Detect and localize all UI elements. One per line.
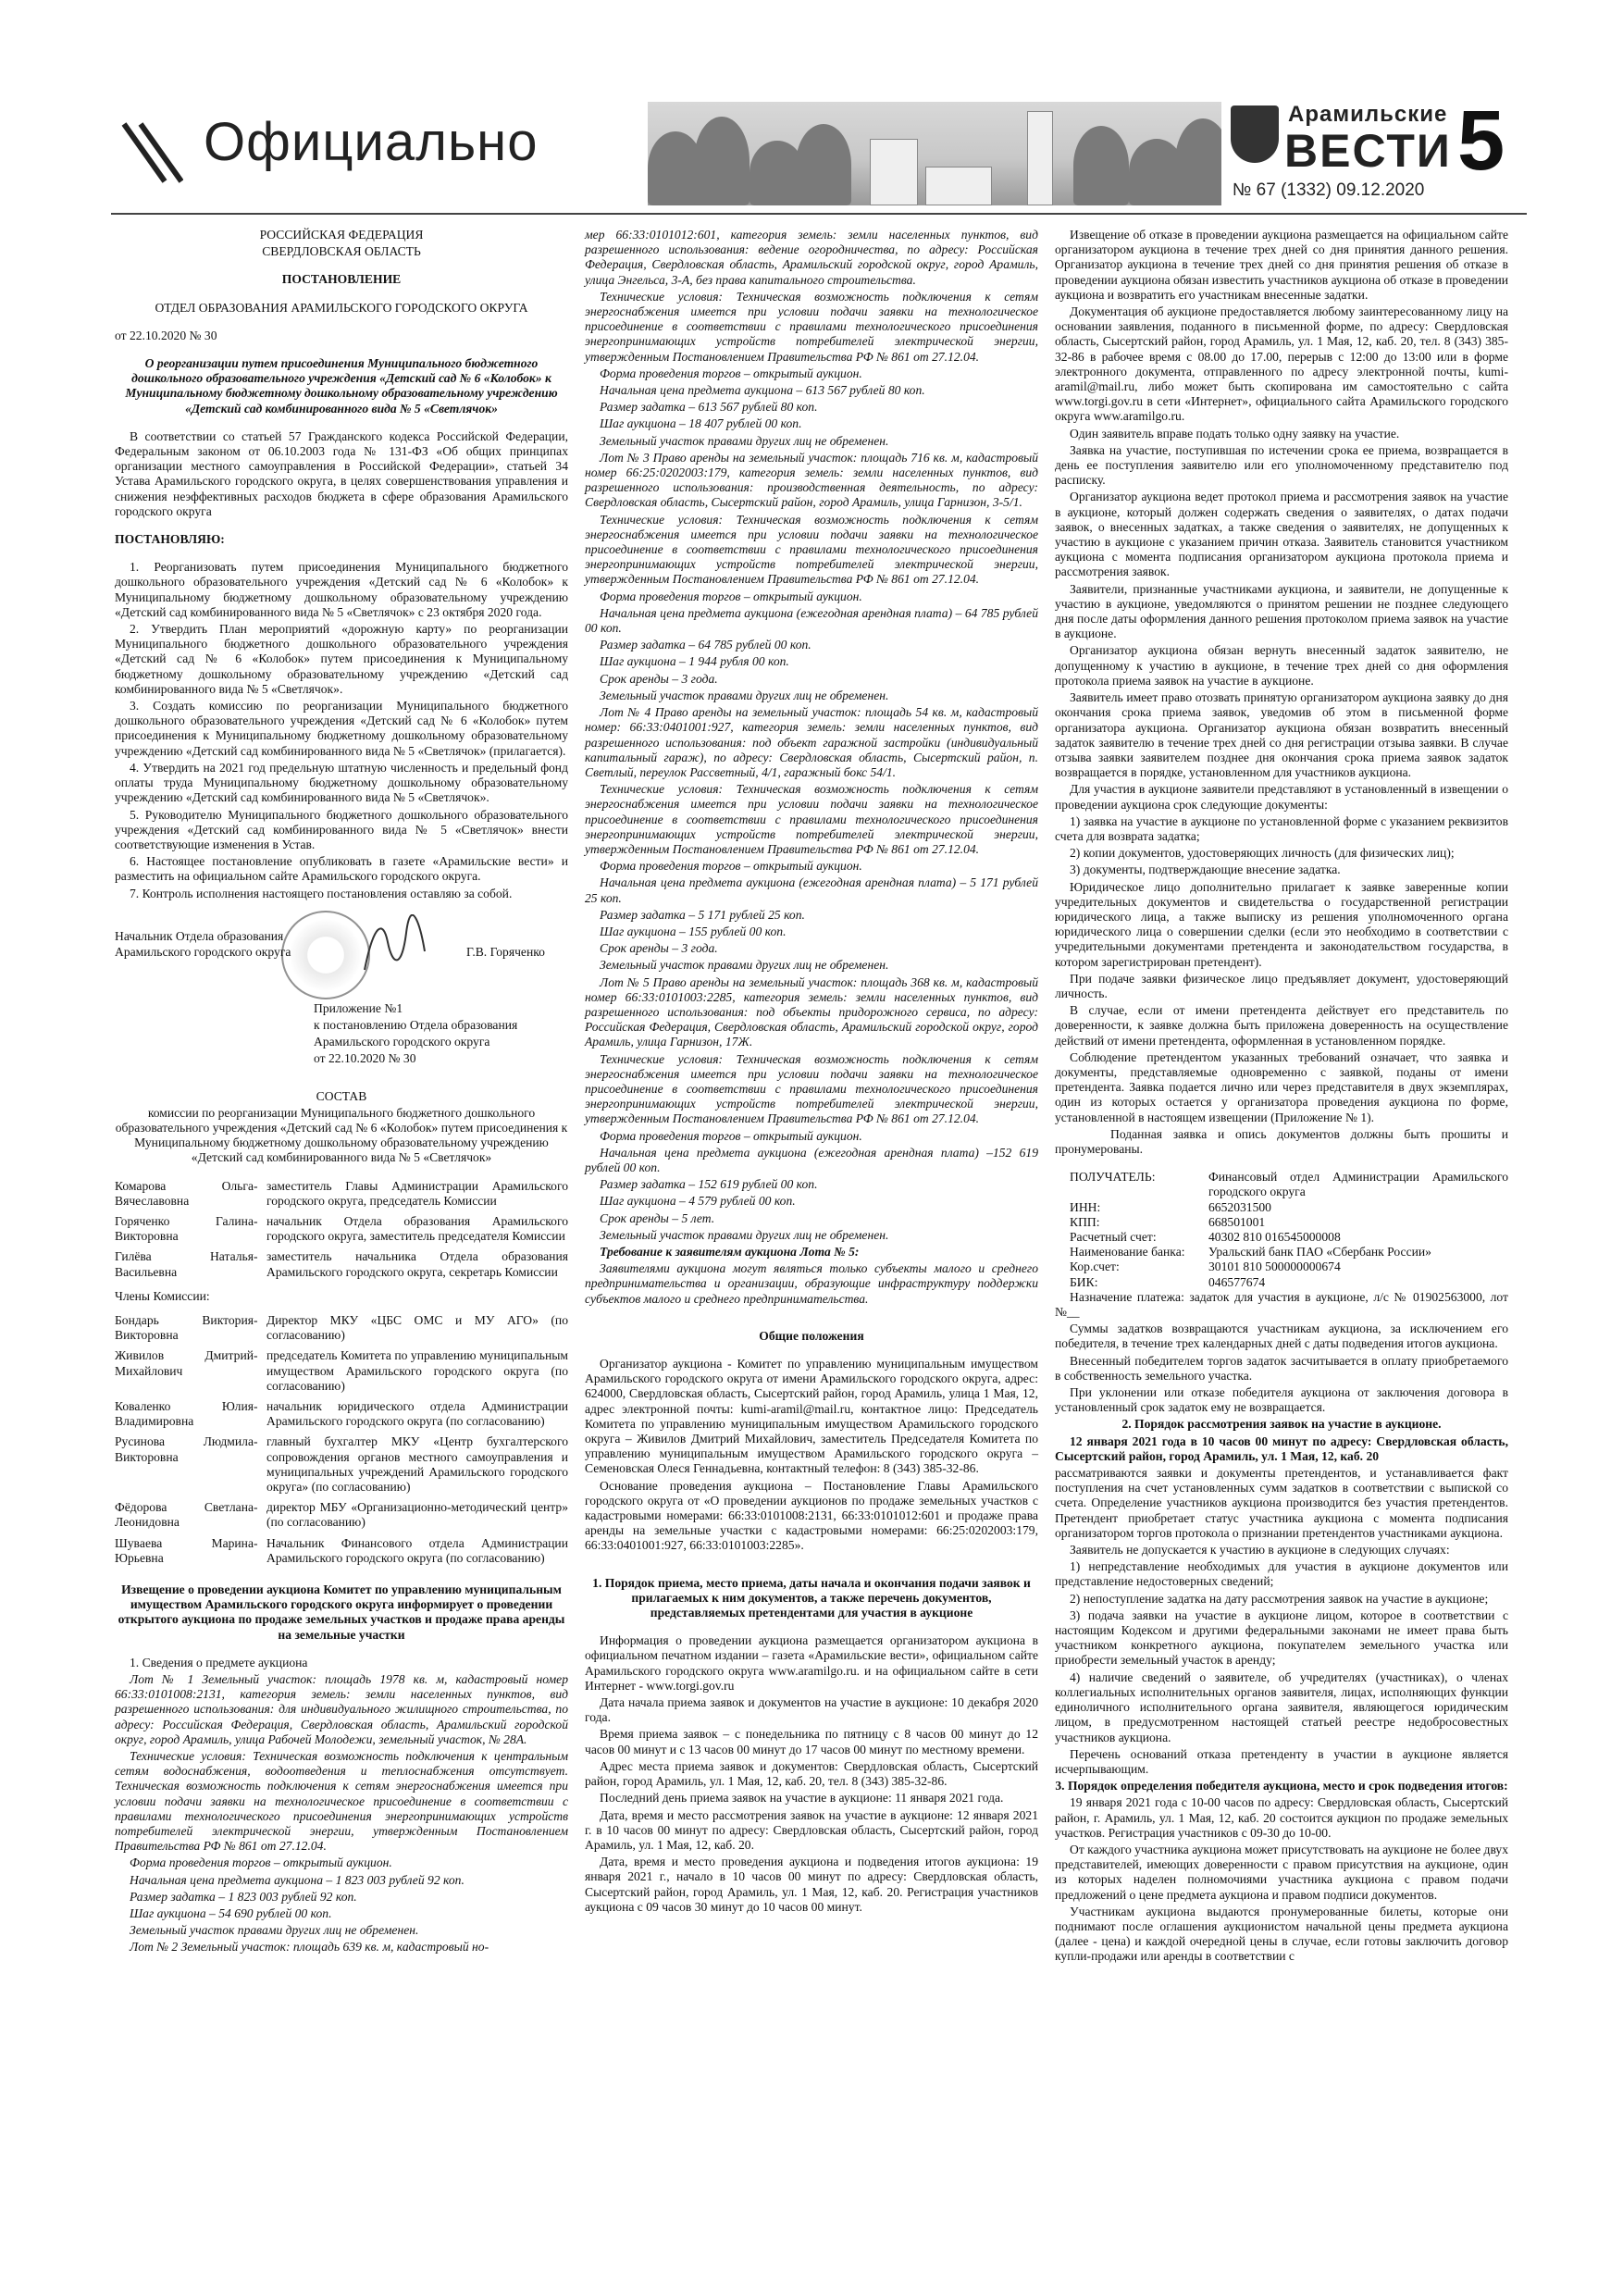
paragraph: Один заявитель вправе подать только одну заявку на участие. [1070,426,1400,441]
paragraph: 3) подача заявки на участие в аукционе лицом, которое в соответствии с настоящим Кодексом и другими федеральными законами не имеет права быть участником конкретного аукциона, покупателем земельного участка или приобрести земельный участок в аренду; [1055,1607,1508,1668]
lot-5-step: Шаг аукциона – 4 579 рублей 00 коп. [600,1194,796,1209]
paragraph: При подаче заявки физическое лицо предъявляет документ, удостоверяющий личность. [1055,971,1508,1000]
section-2-title: 2. Порядок рассмотрения заявок на участие в аукционе. [1121,1417,1442,1432]
lot-4-deposit: Размер задатка – 5 171 рублей 25 коп. [600,907,805,922]
section-title: Официально [204,112,539,172]
decree-item: 1. Реорганизовать путем присоединения Муниципального бюджетного дошкольного образовательного учреждения «Детский сад № 6 «Колобок» к Муниципальному бюджетному дошкольному образовательному учреждению «Детский сад комбинированного вида № 5 «Светлячок» с 23 октября 2020 года. [115,560,568,619]
lot-3-form: Форма проведения торгов – открытый аукцион. [600,589,862,603]
logo-small-text: Арамильские [1288,102,1448,127]
table-row: ИНН: 6652031500 [1070,1199,1271,1214]
lot-5-term: Срок аренды – 5 лет. [600,1210,715,1225]
region: СВЕРДЛОВСКАЯ ОБЛАСТЬ [262,244,421,259]
paragraph: Заявитель имеет право отозвать принятую организатором аукциона заявку до дня окончания срока приема заявок, уведомив об этом в письменной форме организатора аукциона. Организатор аукциона обязан возвратить внесенный задаток заявителю в течение трех дней со дня регистрации отзыва заявки. В случае отзыва заявки заявителем позднее дня окончания срока приема заявок задаток возвращается в порядке, установленном для участников аукциона. [1055,690,1508,780]
newspaper-logo [1231,100,1452,185]
lot-5-encumbrance: Земельный участок правами других лиц не обременен. [600,1227,889,1242]
general-organizer: Организатор аукциона - Комитет по управлению муниципальным имуществом Арамильского городского округа от имени Арамильского городского округа, адрес: 624000, Свердловская область, Сысертский район, город Арамиль, улица 1 Мая, 12, адрес электронной почты: kumi-aramil@mail.ru, контактное лицо: Председатель Комитета по управлению муниципальным имуществом Арамильского городского округа – Живилов Дмитрий Михайлович, заместитель Председателя Комитета по управлению муниципальным имуществом Арамильского городского округа – Семеновская Олеся Геннадьевна, контактный телефон: 8 (343) 385-32-86. [585,1357,1038,1476]
lot-4-tech: Технические условия: Техническая возможность подключения к сетям энергоснабжения имеется при условии подачи заявки на технологическое присоединение в соответствии с правилами технологического присоединения энергопринимающих устройств потребителей электрической энергии, утвержденным Постановлением Правительства РФ № 861 от 27.12.04. [585,782,1038,856]
issue-number: № 67 (1332) 09.12.2020 [1233,180,1425,200]
lot-4-term: Срок аренды – 3 года. [600,941,718,956]
lot-1-step: Шаг аукциона – 54 690 рублей 00 коп. [130,1906,332,1921]
paragraph: Для участия в аукционе заявители представляют в установленный в извещении о проведении аукциона срок следующие документы: [1055,782,1508,812]
appendix-note [314,1001,568,1067]
handwritten-signature [355,914,429,979]
country: РОССИЙСКАЯ ФЕДЕРАЦИЯ [259,228,424,242]
paragraph: В случае, если от имени претендента действует его представитель по доверенности, к заявке должна быть приложена доверенность на осуществление действий от имени претендента, оформленная в установленном порядке. [1055,1003,1508,1048]
signature-block [115,911,568,988]
table-row: Бондарь Виктория Викторовна - Директор МКУ «ЦБС ОМС и МУ АГО» (по согласованию) [115,1312,568,1343]
table-row: Кор.счет: 30101 810 500000000674 [1070,1260,1341,1274]
decree-item: 7. Контроль исполнения настоящего постановления оставляю за собой. [130,886,513,900]
column-2 [585,228,1038,1917]
composition-title: СОСТАВ [316,1088,367,1103]
page-number: 5 [1457,93,1505,188]
table-row: Расчетный счет: 40302 810 016545000008 [1070,1230,1341,1244]
appendix-line: к постановлению Отдела образования [314,1017,518,1032]
table-row: БИК: 046577674 [1070,1274,1266,1289]
general-basis: Основание проведения аукциона – Постановление Главы Арамильского городского округа от «О проведении аукционов по продаже земельных участков с кадастровыми номерами: 66:33:0101008:2131, 66:33:0101012:601 и продаже права аренды на земельные участки с кадастровыми номерами: 66:25:0202003:179, 66:33:0401001:927, 66:33:0101003:2285». [585,1478,1038,1553]
section-2-date: 12 января 2021 года в 10 часов 00 минут по адресу: Свердловская область, Сысертский район, город Арамиль, ул. 1 Мая, 12, каб. 20 [1055,1433,1508,1463]
procedure-info: Информация о проведении аукциона размещается организатором аукциона в официальном печатном издании – газета «Арамильские вести», официальном сайте Арамильского городского округа www.aramilgo.ru. и на официальном сайте в сети Интернет - www.torgi.gov.ru [585,1633,1038,1693]
paragraph: 4) наличие сведений о заявителе, об учредителях (участниках), о членах коллегиальных исполнительных органов заявителя, лицах, исполняющих функции единоличного исполнительного органа заявителя, являющегося юридическим лицом, в предусмотренном настоящей статьей реестре недобросовестных участников аукциона. [1055,1669,1508,1744]
lot-3-tech: Технические условия: Техническая возможность подключения к сетям энергоснабжения имеется при условии подачи заявки на технологическое присоединение в соответствии с правилами технологического присоединения энергопринимающих устройств потребителей электрической энергии, утвержденным Постановлением Правительства РФ № 861 от 27.12.04. [585,512,1038,587]
lot-4-encumbrance: Земельный участок правами других лиц не обременен. [600,958,889,973]
appendix-line: Арамильского городского округа [314,1035,490,1049]
signer-name: Г.В. Горяченко [466,944,545,959]
paragraph: 3) документы, подтверждающие внесение задатка. [1070,863,1341,877]
table-row: Фёдорова Светлана Леонидовна - директор МБУ «Организационно-методический центр» (по согласованию) [115,1500,568,1530]
lot-3-encumbrance: Земельный участок правами других лиц не обременен. [600,688,889,702]
decree-item: 3. Создать комиссию по реорганизации Муниципального бюджетного дошкольного образовательного учреждения «Детский сад № 6 «Колобок» путем присоединения к Муниципальному бюджетному дошкольному образовательному учреждению «Детский сад комбинированного вида № 5 «Светлячок» (прилагается). [115,699,568,758]
paragraph: От каждого участника аукциона может присутствовать на аукционе не более двух представителей, имеющих доверенности с правом присутствия на аукционе, один из которых наделен полномочиями участника аукциона с правом подачи предложений о цене предмета аукциона и правом подписи документов. [1055,1842,1508,1902]
lot-1-deposit: Размер задатка – 1 823 003 рублей 92 коп. [130,1889,357,1904]
lot-5-description: Лот № 5 Право аренды на земельный участок: площадь 368 кв. м, кадастровый номер 66:33:0101003:2285, категория земель: земли населенных пунктов, вид разрешенного использования: под объекты придорожного сервиса, по адресу: Российская Федерация, Свердловская область, Арамильский городской округ, город Арамиль, улица Гарнизон, 17Ж. [585,974,1038,1049]
decree-item: 5. Руководителю Муниципального бюджетного дошкольного образовательного учреждения «Детский сад комбинированного вида № 5 «Светлячок» внести соответствующие изменения в Устав. [115,807,568,851]
page-header [111,93,1527,208]
table-row: Горяченко Галина Викторовна - начальник Отдела образования Арамильского городского округа, заместитель председателя Комиссии [115,1213,568,1244]
decree-item: 4. Утвердить на 2021 год предельную штатную численность и предельный фонд оплаты труда Муниципальному бюджетному дошкольному образовательному учреждению «Детский сад комбинированного вида № 5 «Светлячок». [115,760,568,805]
paragraph: Заявители, признанные участниками аукциона, и заявители, не допущенные к участию в аукционе, уведомляются о принятом решении не позднее следующего дня после даты оформления данного решения протоколом приема заявок на участие в аукционе. [1055,581,1508,641]
signer-title-1: Начальник Отдела образования [115,928,284,943]
lot-5-requirement: Заявителями аукциона могут являться только субъекты малого и среднего предпринимательства и организации, образующие инфраструктуру поддержки субъектов малого и среднего предпринимательства. [585,1261,1038,1306]
table-row: Члены Комиссии: [115,1288,210,1303]
paragraph: Организатор аукциона ведет протокол приема и рассмотрения заявок на участие в аукционе, который должен содержать сведения о заявителях, о датах подачи заявок, о внесенных задатках, а также сведения о заявителях, не допущенных к участию в аукционе с указанием причин отказа. Заявитель становится участником аукциона с момента подписания организатором аукциона протокола приема и рассмотрения заявок. [1055,490,1508,579]
lot-1-encumbrance: Земельный участок правами других лиц не обременен. [130,1923,419,1938]
decree-item: 6. Настоящее постановление опубликовать в газете «Арамильские вести» и разместить на официальном сайте Арамильского городского округа. [115,854,568,884]
paragraph: 2) копии документов, удостоверяющих личность (для физических лиц); [1070,846,1455,861]
procedure-start: Дата начала приема заявок и документов на участие в аукционе: 10 декабря 2020 года. [585,1695,1038,1725]
header-photo [648,102,1221,205]
paragraph: Юридическое лицо дополнительно прилагает к заявке заверенные копии учредительных документов и свидетельства о государственной регистрации юридического лица, а также выписку из решения уполномоченного органа юридического лица о совершении сделки (если это необходимо в соответствии с учредительными документами претендента и законодательством государства, в котором зарегистрирован претендент). [1055,879,1508,969]
commission-roster [115,1179,568,1571]
composition-subtitle: комиссии по реорганизации Муниципального бюджетного дошкольного образовательного учреждения «Детский сад № 6 «Колобок» путем присоединения к Муниципальному бюджетному дошкольному образовательному учреждению «Детский сад комбинированного вида № 5 «Светлячок» [115,1105,568,1165]
doc-type: ПОСТАНОВЛЕНИЕ [281,272,402,287]
paragraph: Документация об аукционе предоставляется любому заинтересованному лицу на основании заявления, поданного в письменной форме, по адресу: Свердловская область, Сысертский район, город Арамиль, ул. 1 Мая, 12, каб. 20, тел. 8 (343) 385-32-86 в рабочее время с 08.00 до 17.00, перерыв с 12:00 до 13:00 или в форме электронного документа, отправленного по адресу электронной почты, kumi-aramil@mail.ru, либо может быть скопирована им самостоятельно с сайта www.torgi.gov.ru в сети «Интернет», официального сайта Арамильского городского округа www.aramilgo.ru. [1055,304,1508,424]
lot-3-step: Шаг аукциона – 1 944 рубля 00 коп. [600,654,789,669]
table-row: Наименование банка: Уральский банк ПАО «Сбербанк России» [1070,1245,1431,1260]
table-row: КПП: 668501001 [1070,1214,1266,1229]
lot-4-price: Начальная цена предмета аукциона (ежегодная арендная плата) – 5 171 рублей 25 коп. [585,875,1038,905]
lot-4-step: Шаг аукциона – 155 рублей 00 коп. [600,924,787,938]
notice-title: Извещение о проведении аукциона Комитет по управлению муниципальным имуществом Арамильского городского округа информирует о проведении открытого аукциона по продаже земельных участков и продаже права аренды на земельные участки [118,1582,565,1642]
paragraph: Заявитель не допускается к участию в аукционе в следующих случаях: [1070,1543,1450,1558]
paragraph: Организатор аукциона обязан вернуть внесенный задаток заявителю, не допущенному к участию в аукционе, в течение трех дней со дня оформления протокола приема заявок на участие в аукционе. [1055,643,1508,688]
decree-word: ПОСТАНОВЛЯЮ: [115,532,225,547]
doc-title: О реорганизации путем присоединения Муниципального бюджетного дошкольного образовательного учреждения «Детский сад № 6 «Колобок» к Муниципальному бюджетному дошкольному образовательному учреждению «Детский сад комбинированного вида № 5 «Светлячок» [125,356,558,416]
paragraph: 1) непредставление необходимых для участия в аукционе документов или представление недостоверных сведений; [1055,1559,1508,1589]
lot-1-description: Лот № 1 Земельный участок: площадь 1978 кв. м, кадастровый номер 66:33:0101008:2131, категория земель: земли населенных пунктов, вид разрешенного использования: для индивидуального жилищного строительства, по адресу: Российская Федерация, Свердловская область, Арамильский городской округ, город Арамиль, улица Рабочей Молодежи, земельный участок, № 28А. [115,1672,568,1746]
paragraph: 2) непоступление задатка на дату рассмотрения заявок на участие в аукционе; [1070,1591,1489,1606]
paragraph: При уклонении или отказе победителя аукциона от заключения договора в установленный срок задаток ему не возвращается. [1055,1385,1508,1415]
procedure-address: Адрес места приема заявок и документов: Свердловская область, Сысертский район, город Арамиль, ул. 1 Мая, 12, каб. 20, тел. 8 (343) 385-32-86. [585,1758,1038,1789]
lot-3-deposit: Размер задатка – 64 785 рублей 00 коп. [600,638,812,652]
signer-title-2: Арамильского городского округа [115,944,291,959]
header-rule [111,213,1527,215]
table-row: Гилёва Наталья Васильевна - заместитель начальника Отдела образования Арамильского городского округа, секретарь Комиссии [115,1249,568,1279]
table-row: Русинова Людмила Викторовна - главный бухгалтер МКУ «Центр бухгалтерского сопровождения органов местного самоуправления и муниципальных учреждений Арамильского городского округа» (по согласованию) [115,1434,568,1494]
appendix-line: Приложение №1 [314,1000,403,1015]
doc-date: от 22.10.2020 № 30 [115,328,217,342]
lot-3-description: Лот № 3 Право аренды на земельный участок: площадь 716 кв. м, кадастровый номер 66:25:0202003:179, категория земель: земли населенных пунктов, вид разрешенного использования: производственная деятельность, по адресу: Свердловская область, Сысертский район, город Арамиль, улица Гарнизон, 3-5/1. [585,450,1038,510]
table-row: ПОЛУЧАТЕЛЬ: Финансовый отдел Администрации Арамильского городского округа [1070,1170,1508,1199]
preamble: В соответствии со статьей 57 Гражданского кодекса Российской Федерации, Федеральным законом от 06.10.2003 года № 131-ФЗ «Об общих принципах организации местного самоуправления в Российской Федерации», статьей 34 Устава Арамильского городского округа, в целях совершенствования управления и снижения неэффективных расходов бюджета в сфере образования Арамильского городского округа [115,428,568,518]
lot-2-tech: Технические условия: Техническая возможность подключения к сетям энергоснабжения имеется при условии подачи заявки на технологическое присоединение в соответствии с правилами технологического присоединения энергопринимающих устройств потребителей электрической энергии, утвержденным Постановлением Правительства РФ № 861 от 27.12.04. [585,289,1038,364]
decree-item: 2. Утвердить План мероприятий «дорожную карту» по реорганизации Муниципального бюджетного дошкольного образовательного учреждения «Детский сад № 6 «Колобок» путем присоединения к Муниципальному бюджетному дошкольному образовательному учреждению «Детский сад комбинированного вида № 5 «Светлячок». [115,622,568,696]
lot-2-price: Начальная цена предмета аукциона – 613 567 рублей 80 коп. [600,383,925,398]
payment-purpose: Назначение платежа: задаток для участия в аукционе, л/с № 01902563000, лот №__ [1055,1289,1508,1320]
appendix-line: от 22.10.2020 № 30 [314,1051,416,1066]
lot-3-price: Начальная цена предмета аукциона (ежегодная арендная плата) – 64 785 рублей 00 коп. [585,605,1038,636]
procedure-last-day: Последний день приема заявок на участие в аукционе: 11 января 2021 года. [600,1791,1004,1806]
lot-5-requirement-title: Требование к заявителям аукциона Лота № 5: [600,1245,860,1259]
procedure-review: Дата, время и место рассмотрения заявок на участие в аукционе: 12 января 2021 г. в 10 часов 00 минут по адресу: Свердловская область, Сысертский район, город Арамиль, ул. 1 Мая, 12, каб. 20. [585,1807,1038,1852]
paragraph: Суммы задатков возвращаются участникам аукциона, за исключением его победителя, в течение трех календарных дней с даты подведения итогов аукциона. [1055,1322,1508,1351]
logo-big-text: ВЕСТИ [1284,125,1452,177]
procedure-hours: Время приема заявок – с понедельника по пятницу с 8 часов 00 минут до 12 часов 00 минут и с 13 часов 00 минут до 17 часов 00 минут по местному времени. [585,1727,1038,1756]
lot-2-encumbrance: Земельный участок правами других лиц не обременен. [600,433,889,448]
issuer: ОТДЕЛ ОБРАЗОВАНИЯ АРАМИЛЬСКОГО ГОРОДСКОГО ОКРУГА [155,300,528,315]
lot-4-form: Форма проведения торгов – открытый аукцион. [600,859,862,874]
column-1 [115,228,568,1957]
table-row: Шувaeва Марина Юрьевна - Начальник Финансового отдела Администрации Арамильского городского округа (по согласованию) [115,1535,568,1565]
payment-requisites [1055,1170,1508,1290]
procedure-title: 1. Порядок приема, место приема, даты начала и окончания подачи заявок и прилагаемых к ним документов, а также перечень документов, представляемых претендентами для участия в аукционе [592,1575,1031,1620]
section-3-title: 3. Порядок определения победителя аукциона, место и срок подведения итогов: [1055,1779,1508,1793]
paragraph: Соблюдение претендентом указанных требований означает, что заявка и документы, представляемые одновременно с заявкой, поданы от имени претендента. Заявка подается лично или через представителя в двух экземплярах, один из которых остается у организатора проведения аукциона по форме, установленной в настоящем извещении (Приложение № 1). [1055,1049,1508,1124]
lot-2-description: мер 66:33:0101012:601, категория земель: земли населенных пунктов, вид разрешенного использования: ведение огородничества, по адресу: Российская Федерация, Свердловская область, Арамильский городской округ, город Арамиль, улица Энгельса, 3-А, без права капитального строительства. [585,228,1038,287]
procedure-auction: Дата, время и место проведения аукциона и подведения итогов аукциона: 19 января 2021 г., начало в 10 часов 00 минут по адресу: Свердловская область, Сысертский район, город Арамиль, ул. 1 Мая, 12, каб. 20. Регистрация участников аукциона с 09 часов 30 минут до 10 часов 00 минут. [585,1855,1038,1914]
lot-5-form: Форма проведения торгов – открытый аукцион. [600,1128,862,1143]
paragraph: Внесенный победителем торгов задаток засчитывается в оплату приобретаемого в собственность земельного участка. [1055,1353,1508,1383]
paragraph: Участникам аукциона выдаются пронумерованные билеты, которые они поднимают после оглашения аукционистом начальной цены предмета аукциона (далее - цена) и каждой очередной цены в случае, если готовы заключить договор купли-продажи или аренды в соответствии с [1055,1904,1508,1964]
lot-3-term: Срок аренды – 3 года. [600,671,718,686]
paragraph: Поданная заявка и опись документов должны быть прошиты и пронумерованы. [1055,1126,1508,1156]
lot-5-price: Начальная цена предмета аукциона (ежегодная арендная плата) –152 619 рублей 00 коп. [585,1145,1038,1174]
lot-5-tech: Технические условия: Техническая возможность подключения к сетям энергоснабжения имеется при условии подачи заявки на технологическое присоединение в соответствии с правилами технологического присоединения энергопринимающих устройств потребителей электрической энергии, утвержденным Постановлением Правительства РФ № 861 от 27.12.04. [585,1051,1038,1126]
lot-2-step: Шаг аукциона – 18 407 рублей 00 коп. [600,416,802,431]
table-row: Комарова Ольга Вячеславовна - заместитель Главы Администрации Арамильского городского округа, председатель Комиссии [115,1178,568,1208]
table-row: Живилов Дмитрий Михайлович - председатель Комитета по управлению муниципальным имуществом Арамильского городского округа (по согласованию) [115,1348,568,1393]
paragraph: рассматриваются заявки и документы претендентов, и устанавливается факт поступления на счет установленных сумм задатков в соответствии с выпиской со счета. Определение участников аукциона производится без участия претендентов. Претендент приобретает статус участника аукциона с момента подписания организатором торгов протокола о признании претендентов участниками аукциона. [1055,1466,1508,1540]
lot-4-description: Лот № 4 Право аренды на земельный участок: площадь 54 кв. м, кадастровый номер: 66:33:0401001:927, категория земель: земли населенных пунктов, вид разрешенного использования: под объект гаражной застройки (индивидуальный капитальный гараж), по адресу: Свердловская область, Сысертский район, п. Светлый, переулок Рассветный, 4/1, гаражный бокс 54/1. [585,705,1038,779]
lot-2-deposit: Размер задатка – 613 567 рублей 80 коп. [600,400,818,415]
lot-1-price: Начальная цена предмета аукциона – 1 823 003 рублей 92 коп. [130,1872,465,1887]
table-row: Коваленко Юлия Владимировна - начальник юридического отдела Администрации Арамильского городского округа (по согласованию) [115,1398,568,1429]
lot-5-deposit: Размер задатка – 152 619 рублей 00 коп. [600,1177,818,1192]
paragraph: 1) заявка на участие в аукционе по установленной форме с указанием реквизитов счета для возврата задатка; [1055,813,1508,843]
paragraph: Извещение об отказе в проведении аукциона размещается на официальном сайте организатором аукциона в течение трех дней со дня принятия данного решения. Организатор аукциона в течение трех дней со дня принятия решения об отказе в проведении аукциона обязан известить участников аукциона об отказе в проведении аукциона и возвратить его участникам внесенные задатки. [1055,228,1508,302]
lot-1-tech: Технические условия: Техническая возможность подключения к центральным сетям водоснабжения, водоотведения и теплоснабжения отсутствует. Техническая возможность подключения к сетям энергоснабжения имеется при условии подачи заявки на технологическое присоединение в соответствии с правилами технологического присоединения энергопринимающих устройств потребителей электрической энергии, утвержденным Постановлением Правительства РФ № 861 от 27.12.04. [115,1749,568,1854]
paragraph: Заявка на участие, поступившая по истечении срока ее приема, возвращается в день ее поступления заявителю или его уполномоченному представителю под расписку. [1055,442,1508,488]
column-3 [1055,228,1508,1967]
double-slash-icon [118,120,183,185]
lot-2-form: Форма проведения торгов – открытый аукцион. [600,366,862,380]
paragraph: Перечень оснований отказа претенденту в участии в аукционе является исчерпывающим. [1055,1746,1508,1776]
section-heading: 1. Сведения о предмете аукциона [130,1655,308,1669]
lot-2-start: Лот № 2 Земельный участок: площадь 639 кв. м, кадастровый но- [130,1940,489,1955]
lot-1-form: Форма проведения торгов – открытый аукцион. [130,1855,392,1870]
section-3-date: 19 января 2021 года с 10-00 часов по адресу: Свердловская область, Сысертский район, г. Арамиль, ул. 1 Мая, 12, каб. 20 состоится аукцион по продаже земельных участков. Регистрация участников с 09-30 до 10-00. [1055,1795,1508,1840]
general-title: Общие положения [759,1328,864,1343]
coat-of-arms-icon [1231,105,1279,163]
